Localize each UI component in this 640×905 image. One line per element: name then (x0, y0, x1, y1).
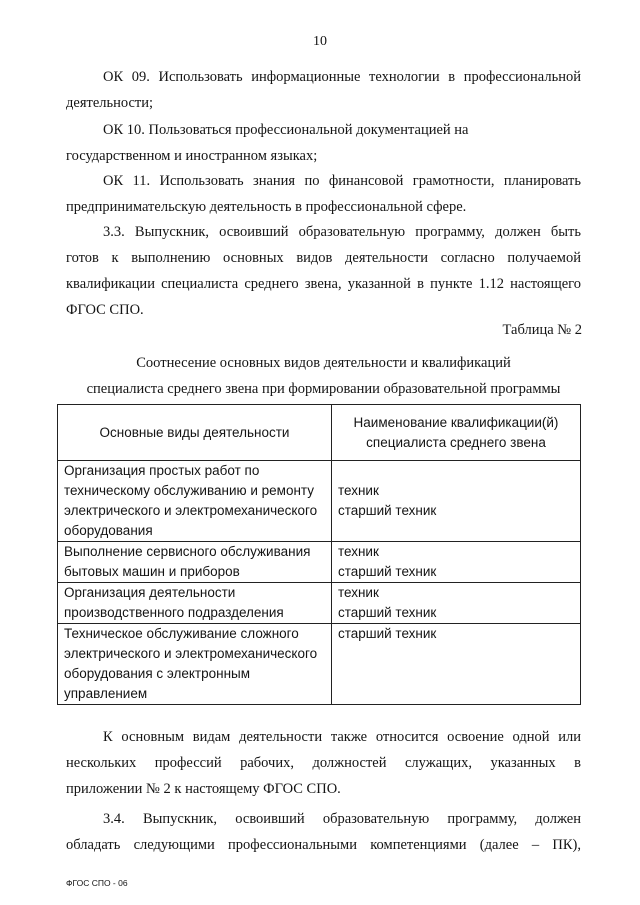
activity-line: бытовых машин и приборов (64, 564, 240, 579)
qualification-line: старший техник (337, 626, 437, 641)
table-title-line-2: специалиста среднего звена при формировании образовательной программы (86, 381, 561, 397)
qualification-cell (331, 542, 580, 583)
table-row (58, 542, 581, 583)
activity-line: электрического и электромеханического (64, 503, 318, 518)
activity-line: Выполнение сервисного обслуживания (64, 544, 311, 559)
p33-line-4: ФГОС СПО. (66, 302, 144, 318)
table-row (58, 583, 581, 624)
paragraph-ok10 (66, 117, 581, 169)
qualification-cell (331, 461, 580, 542)
activity-line: управлением (64, 686, 148, 701)
ok11-line-1: ОК 11. Использовать знания по финансовой грамотности, планировать (103, 173, 581, 189)
paragraph-ok09 (66, 64, 581, 116)
activity-cell (58, 583, 332, 624)
ok09-line-1: ОК 09. Использовать информационные технологии в профессиональной (103, 69, 581, 85)
qualification-line: старший техник (337, 503, 437, 518)
header-activities: Основные виды деятельности (58, 405, 332, 461)
qualification-cell (331, 624, 580, 705)
ok10-word: ОК (103, 122, 124, 138)
header-qualifications-line-2: специалиста среднего звена (366, 434, 546, 450)
p34-line-1: 3.4. Выпускник, освоивший образовательную программу, должен (103, 811, 581, 827)
ok11-line-2: предпринимательскую деятельность в профессиональной сфере. (66, 199, 467, 215)
activity-line: производственного подразделения (64, 605, 284, 620)
qualification-line: старший техник (337, 564, 437, 579)
activity-line: оборудования с электронным (64, 666, 251, 681)
activity-cell (58, 542, 332, 583)
after-line-1: К основным видам деятельности также относится освоение одной или (103, 729, 581, 745)
activity-cell (58, 461, 332, 542)
table-label: Таблица № 2 (502, 322, 582, 338)
qualification-line: техник (337, 544, 379, 559)
ok10-word: 10. (126, 122, 145, 138)
header-qualifications-line-1: Наименование квалификации(й) (353, 414, 559, 430)
p33-line-1: 3.3. Выпускник, освоивший образовательную программу, должен быть (103, 224, 581, 240)
ok10-word: профессиональной (235, 122, 353, 138)
p33-line-2: готов к выполнению основных видов деятельности согласно получаемой (66, 250, 581, 266)
activity-cell (58, 624, 332, 705)
paragraph-ok11 (66, 168, 581, 220)
activity-line: электрического и электромеханического (64, 646, 318, 661)
paragraph-after-table (66, 724, 581, 802)
p33-line-3: квалификации специалиста среднего звена, указанной в пункте 1.12 настоящего (66, 276, 581, 292)
table-header-row (58, 405, 581, 461)
qualification-line: техник (337, 585, 379, 600)
table-row (58, 461, 581, 542)
activity-line: Техническое обслуживание сложного (64, 626, 299, 641)
header-qualifications (331, 405, 580, 461)
footer-label: ФГОС СПО - 06 (66, 878, 128, 888)
qualification-table (57, 404, 581, 705)
ok10-word: Пользоваться (148, 122, 232, 138)
ok09-line-2: деятельности; (66, 95, 154, 111)
table-row (58, 624, 581, 705)
ok10-word: на (454, 122, 469, 138)
qualification-cell (331, 583, 580, 624)
qualification-line: старший техник (337, 605, 437, 620)
activity-line: Организация простых работ по (64, 463, 260, 478)
table-title (66, 350, 581, 402)
paragraph-3-3 (66, 219, 581, 323)
activity-line: Организация деятельности (64, 585, 236, 600)
paragraph-3-4 (66, 806, 581, 858)
after-line-2: нескольких профессий рабочих, должностей служащих, указанных в (66, 755, 581, 771)
page-number: 10 (313, 34, 327, 49)
activity-line: оборудования (64, 523, 153, 538)
p34-line-2: обладать следующими профессиональными компетенциями (далее – ПК), (66, 837, 581, 853)
ok10-line-2: государственном и иностранном языках; (66, 148, 318, 164)
ok10-word: документацией (356, 122, 451, 138)
qualification-line: техник (337, 483, 379, 498)
table-title-line-1: Соотнесение основных видов деятельности и квалификаций (136, 355, 511, 371)
ok10-line-1 (66, 117, 581, 143)
activity-line: техническому обслуживанию и ремонту (64, 483, 315, 498)
after-line-3: приложении № 2 к настоящему ФГОС СПО. (66, 781, 341, 797)
